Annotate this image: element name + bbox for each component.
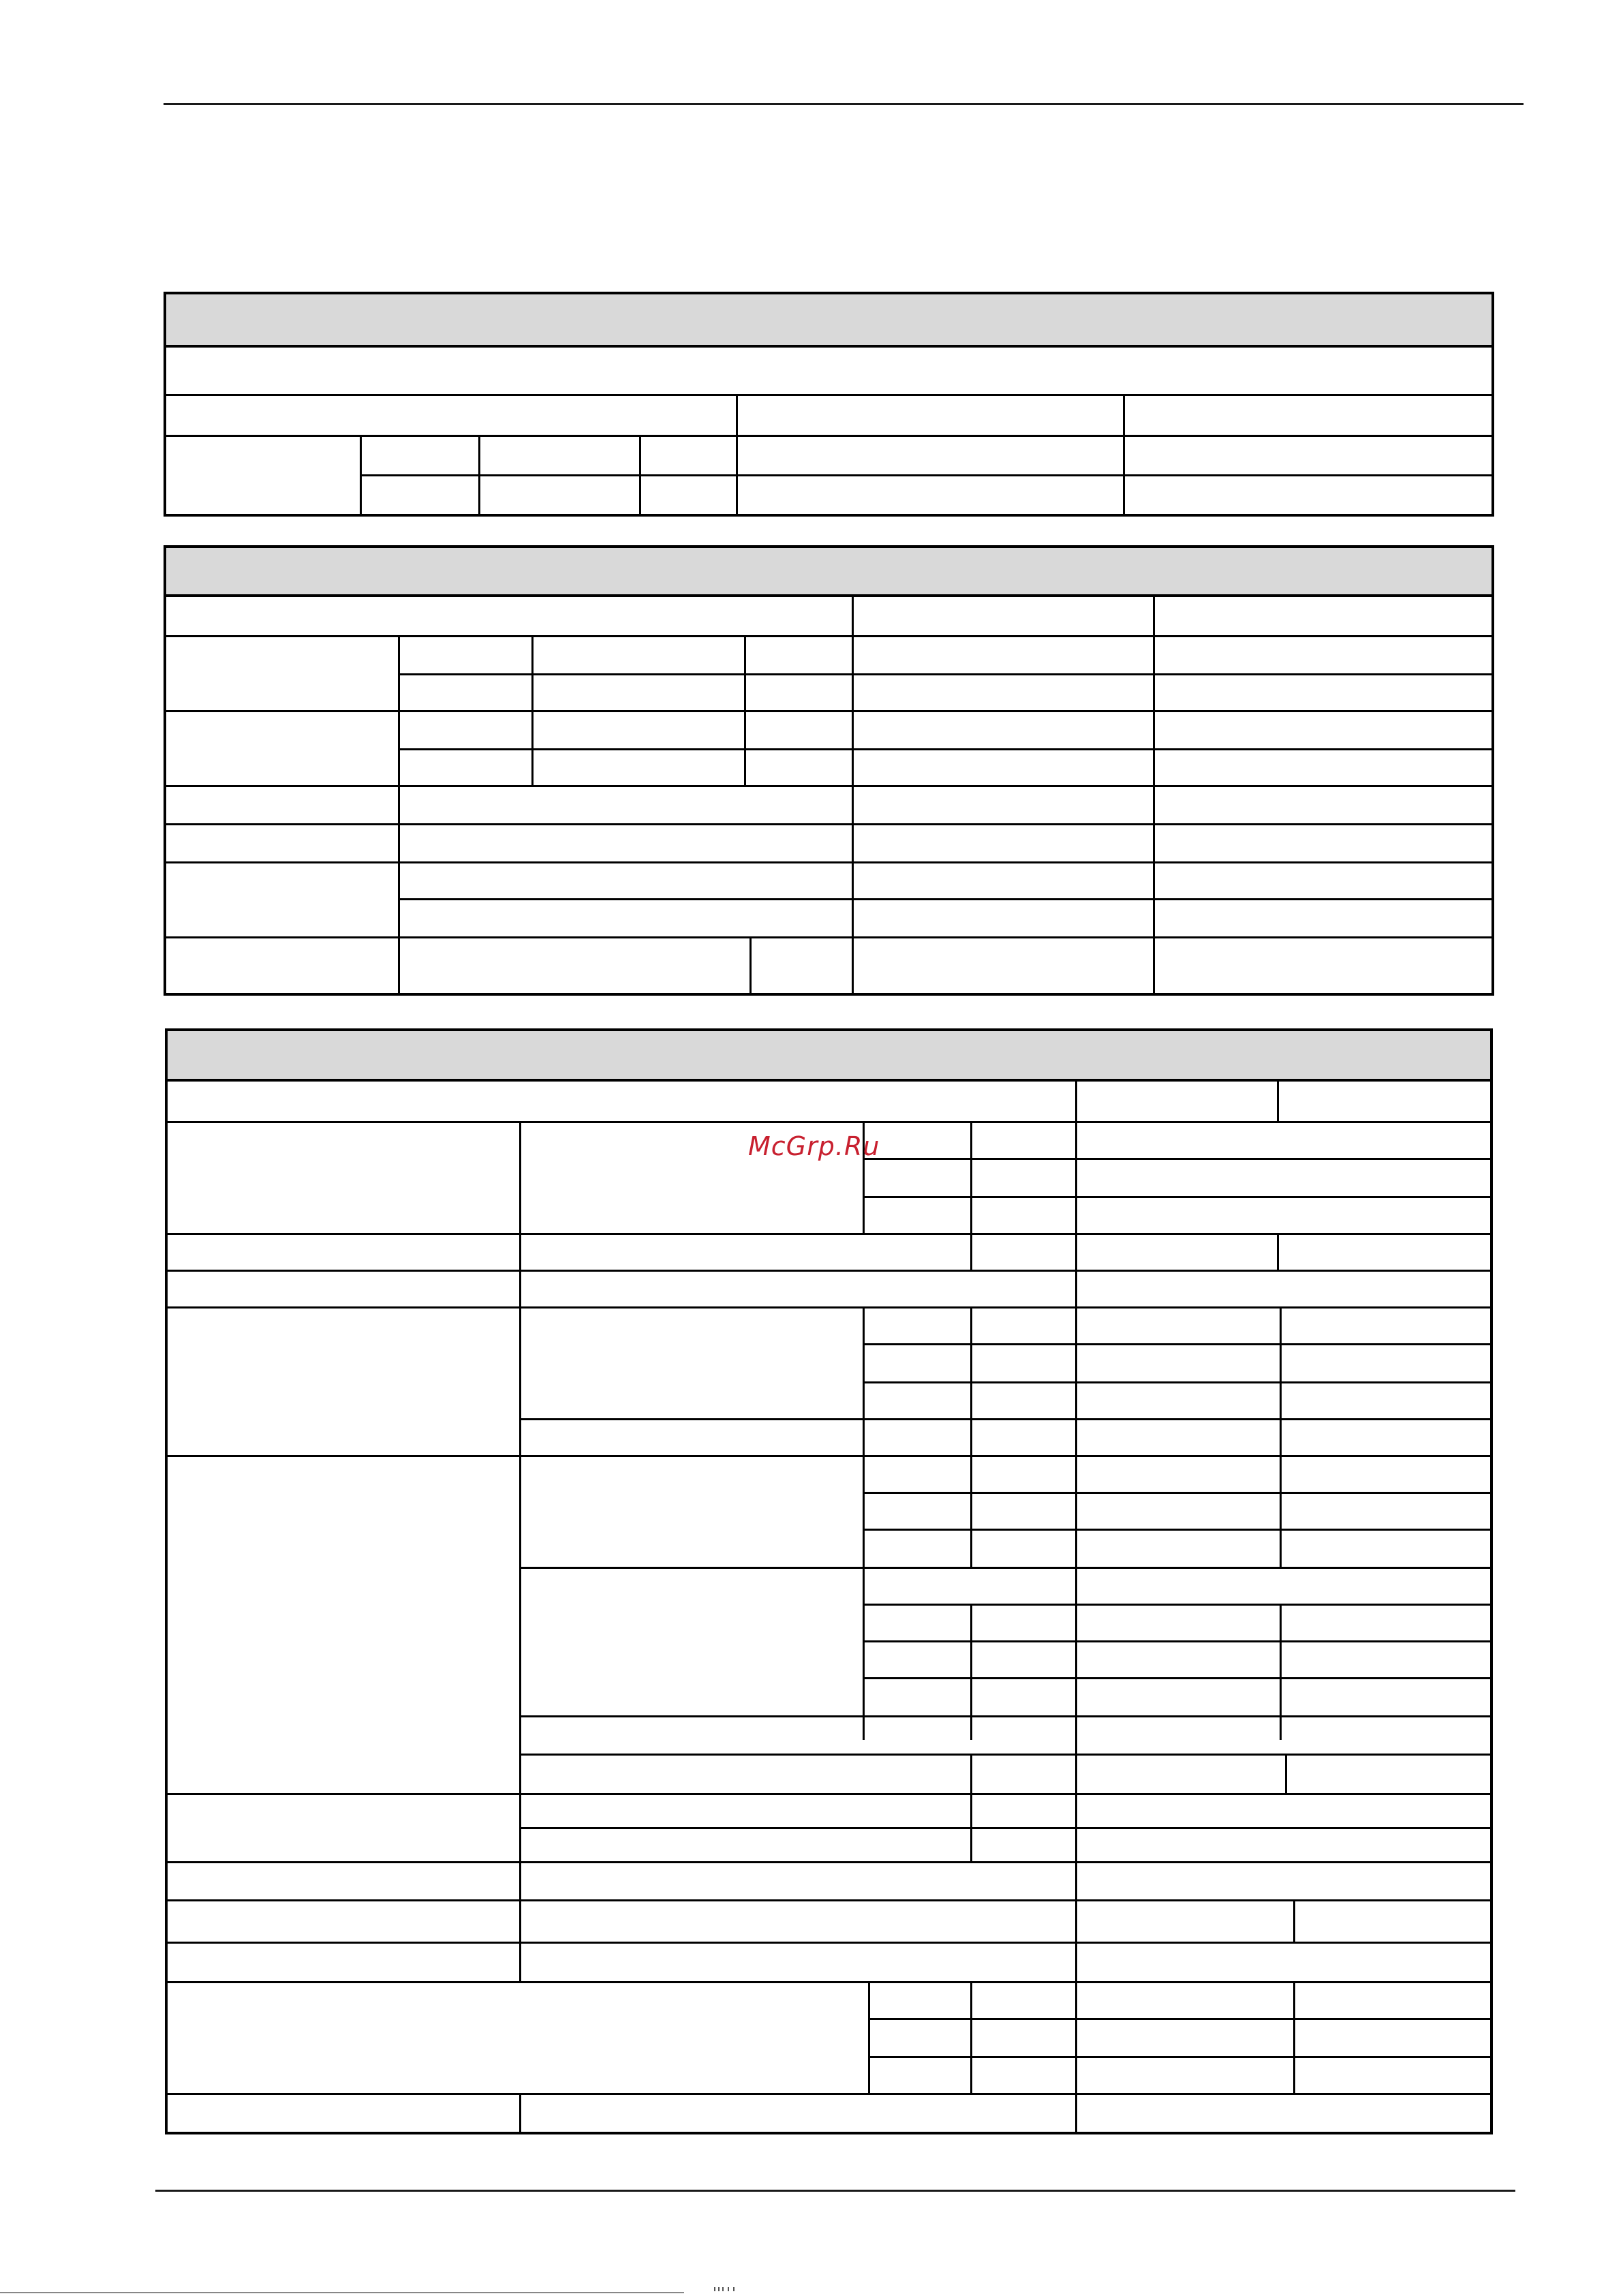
table-grid-line <box>868 1981 870 2093</box>
table-grid-line <box>360 435 362 514</box>
table-grid-line <box>168 1233 1490 1235</box>
table-grid-line <box>639 435 641 514</box>
table-grid-line <box>519 2093 521 2134</box>
table-grid-line <box>519 1827 1490 1829</box>
table-grid-line <box>736 435 738 514</box>
table-grid-line <box>970 1233 972 1270</box>
table-grid-line <box>863 1677 1490 1679</box>
top-rule <box>164 103 1524 105</box>
table-grid-line <box>1280 1455 1282 1567</box>
table-2-header <box>166 548 1491 597</box>
table-grid-line <box>168 1121 1490 1123</box>
table-grid-line <box>863 1306 865 1455</box>
table-grid-line <box>519 1567 1490 1569</box>
table-grid-line <box>868 2056 1490 2058</box>
watermark-text: McGrp.Ru <box>748 1131 880 1161</box>
table-grid-line <box>852 597 854 996</box>
table-grid-line <box>970 1306 972 1455</box>
table-grid-line <box>478 435 480 514</box>
table-grid-line <box>1123 394 1125 514</box>
table-grid-line <box>970 1754 972 1793</box>
table-grid-line <box>863 1455 865 1740</box>
table-grid-line <box>863 1529 1490 1531</box>
table-grid-line <box>1293 1981 1295 2093</box>
table-grid-line <box>863 1381 1490 1383</box>
table-grid-line <box>166 394 1491 396</box>
table-grid-line <box>519 1121 521 1981</box>
table-grid-line <box>863 1343 1490 1345</box>
table-grid-line <box>168 1793 1490 1795</box>
table-grid-line <box>863 1604 1490 1606</box>
spec-table-2 <box>164 545 1494 996</box>
table-grid-line <box>168 1861 1490 1863</box>
table-grid-line <box>166 936 1491 938</box>
table-grid-line <box>1285 1754 1287 1793</box>
table-grid-line <box>168 1270 1490 1272</box>
footer-rule <box>0 2292 684 2293</box>
table-grid-line <box>1075 1082 1077 2134</box>
spec-table-1 <box>164 292 1494 517</box>
table-grid-line <box>168 1455 1490 1457</box>
table-grid-line <box>1277 1082 1279 1121</box>
table-grid-line <box>398 635 400 996</box>
table-grid-line <box>168 1306 1490 1308</box>
table-grid-line <box>360 474 1491 476</box>
table-grid-line <box>863 1640 1490 1642</box>
table-grid-line <box>168 1899 1490 1901</box>
table-1-header <box>166 294 1491 348</box>
table-grid-line <box>168 1981 1490 1983</box>
table-grid-line <box>970 1793 972 1861</box>
table-grid-line <box>166 785 1491 787</box>
table-grid-line <box>398 898 1491 900</box>
spec-table-3 <box>165 1028 1493 2134</box>
table-grid-line <box>863 1492 1490 1494</box>
table-grid-line <box>1153 597 1155 996</box>
table-grid-line <box>863 1196 1490 1198</box>
table-grid-line <box>736 394 738 435</box>
table-grid-line <box>166 823 1491 825</box>
table-grid-line <box>744 635 746 785</box>
table-grid-line <box>749 936 752 996</box>
table-grid-line <box>970 1455 972 1567</box>
table-grid-line <box>970 1121 972 1233</box>
table-grid-line <box>970 1604 972 1740</box>
table-grid-line <box>970 1981 972 2093</box>
table-3-header <box>168 1031 1490 1082</box>
table-grid-line <box>519 1418 1490 1420</box>
table-grid-line <box>398 673 1491 675</box>
table-grid-line <box>1277 1233 1279 1270</box>
footer-mark <box>714 2287 739 2291</box>
table-grid-line <box>1280 1604 1282 1740</box>
table-grid-line <box>863 1158 1490 1160</box>
table-grid-line <box>166 635 1491 637</box>
table-grid-line <box>1280 1306 1282 1455</box>
table-grid-line <box>168 2093 1490 2095</box>
table-grid-line <box>166 435 1491 437</box>
table-grid-line <box>519 1715 1490 1717</box>
table-grid-line <box>166 861 1491 863</box>
bottom-rule <box>155 2190 1515 2192</box>
table-grid-line <box>168 1942 1490 1944</box>
table-grid-line <box>868 2018 1490 2020</box>
table-grid-line <box>531 635 534 785</box>
table-grid-line <box>398 748 1491 750</box>
table-grid-line <box>166 710 1491 712</box>
table-grid-line <box>519 1754 1490 1756</box>
table-grid-line <box>1293 1899 1295 1942</box>
